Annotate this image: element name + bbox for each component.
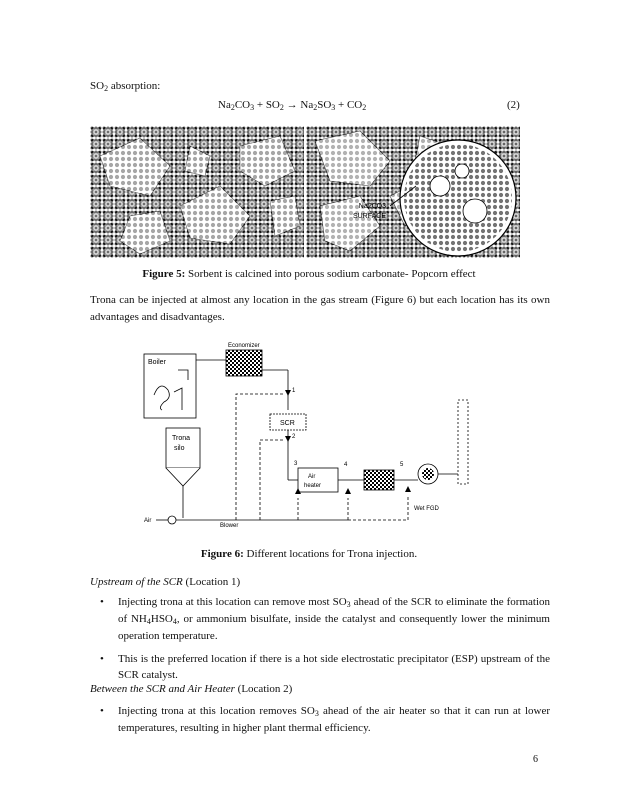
location-3-label: 3 (294, 461, 298, 467)
bullet-sub: 4 (172, 617, 177, 626)
bullet-sub: 3 (314, 709, 319, 718)
section-between-scr-air-heater-heading (90, 681, 292, 698)
section1-location: (Location 1) (182, 576, 241, 588)
section2-bullet-list (90, 703, 550, 743)
location-4-label: 4 (344, 462, 348, 468)
economizer-label: Economizer (228, 343, 260, 349)
equation (218, 97, 366, 114)
eq-sub: 3 (250, 103, 255, 112)
equation-number: (2) (507, 99, 520, 111)
section2-location: (Location 2) (234, 683, 293, 695)
sorbent-micrograph-photo (90, 126, 520, 258)
location-5-marker (405, 486, 411, 492)
bullet-icon: • (100, 652, 104, 665)
section-upstream-scr-heading (90, 574, 240, 591)
heading-text: SO (90, 80, 105, 92)
eq-sub: 2 (313, 103, 318, 112)
bullet-text: ahead of the air heater so that it can run at lower temperatures, resulting in higher plant thermal efficiency. (118, 705, 550, 734)
eq-part: SO (317, 99, 332, 111)
page-number: 6 (533, 754, 538, 765)
heading-subscript: 2 (104, 84, 109, 93)
heading-text-end: absorption: (108, 80, 161, 92)
figure6-label: Figure 6: (200, 548, 244, 560)
air-label: Air (144, 518, 152, 524)
bullet-text: HSO (150, 613, 173, 625)
economizer-box (226, 350, 262, 376)
list-item (90, 594, 550, 645)
figure6-text: Different locations for Trona injection. (243, 548, 418, 560)
eq-part: CO (234, 99, 251, 111)
photo-label-2: SURFACE (352, 213, 386, 220)
section1-title: Upstream of the SCR (90, 576, 183, 588)
eq-sub: 2 (362, 103, 367, 112)
eq-part: + SO (254, 99, 280, 111)
scr-label: SCR (280, 420, 295, 427)
air-heater-label-2: heater (304, 483, 322, 489)
figure5-caption (0, 266, 618, 283)
bullet-icon: • (100, 705, 104, 717)
location-2-marker (285, 436, 291, 442)
list-item (90, 651, 550, 684)
figure5-text: Sorbent is calcined into porous sodium carbonate- Popcorn effect (185, 268, 476, 280)
esp-box (364, 470, 394, 490)
bullet-text: This is the preferred location if there is a hot side electrostatic precipitator (ESP) upstream of the SCR catalyst. (118, 652, 550, 681)
eq-sub: 2 (230, 103, 235, 112)
bullet-text: ahead of the SCR to eliminate the formation of NH (118, 596, 551, 625)
micrograph-image (90, 126, 520, 258)
location-1-marker (285, 390, 291, 396)
bullet-text: Injecting trona at this location removes SO (118, 705, 315, 717)
location-1-label: 1 (292, 388, 296, 394)
trona-silo-label-1: Trona (172, 435, 191, 442)
stack (458, 400, 468, 484)
blower-label: Blower (220, 523, 239, 529)
bullet-text: Injecting trona at this location can remove most SO (118, 596, 347, 608)
location-4-marker (345, 488, 351, 494)
photo-label-1: Na2CO3 (358, 203, 386, 210)
wet-fgd-label: Wet FGD (414, 506, 439, 512)
eq-sub: 3 (331, 103, 336, 112)
process-diagram (138, 340, 478, 540)
blower-icon (168, 516, 176, 524)
list-item (90, 703, 550, 737)
eq-sub: 2 (279, 103, 284, 112)
section1-bullet-list (90, 594, 550, 690)
bullet-icon: • (100, 596, 104, 608)
eq-part: + CO (335, 99, 363, 111)
eq-part: Na (218, 99, 231, 111)
eq-part: → Na (283, 99, 314, 111)
bullet-sub: 4 (146, 617, 151, 626)
trona-silo-label-2: silo (174, 445, 185, 452)
section-heading-so2-absorption (90, 78, 160, 95)
trona-injection-diagram (138, 340, 478, 540)
trona-paragraph: Trona can be injected at almost any location in the gas stream (Figure 6) but each location has its own advantages and disadvantages. (90, 294, 550, 323)
location-5-label: 5 (400, 462, 404, 468)
bullet-text: , or ammonium bisulfate, inside the catalyst and consequently lower the minimum operation temperature. (118, 613, 550, 642)
figure6-caption (0, 546, 618, 563)
boiler-label: Boiler (148, 359, 166, 366)
air-heater-label-1: Air (308, 474, 316, 480)
section2-title: Between the SCR and Air Heater (90, 683, 235, 695)
figure5-label: Figure 5: (142, 268, 186, 280)
location-2-label: 2 (292, 434, 296, 440)
bullet-sub: 3 (346, 600, 351, 609)
